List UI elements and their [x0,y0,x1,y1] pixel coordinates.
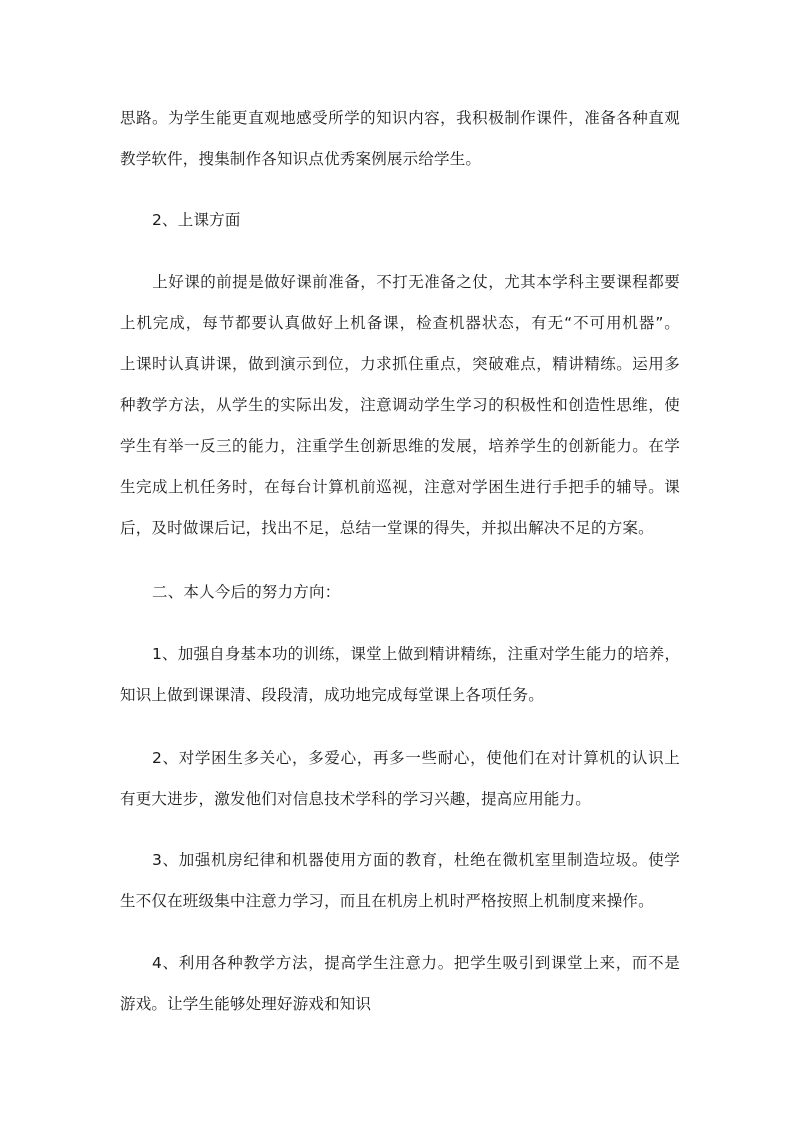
text-line: 后，及时做课后记，找出不足，总结一堂课的得失，并拟出解决不足的方案。 [120,519,654,537]
paragraph-item-1 [120,634,680,716]
text-line: 上机完成，每节都要认真做好上机备课，检查机器状态，有无“不可用机器”。 [120,314,680,332]
text-line: 游戏。让学生能够处理好游戏和知识 [120,995,372,1013]
paragraph-item-3 [120,840,680,922]
text-line: 生不仅在班级集中注意力学习，而且在机房上机时严格按照上机制度来操作。 [120,892,654,910]
heading-text: 2、上课方面 [152,211,241,229]
paragraph-teaching-prep-continued [120,98,680,180]
heading-text: 二、本人今后的努力方向： [152,583,341,601]
text-line: 知识上做到课课清、段段清，成功地完成每堂课上各项任务。 [120,686,544,704]
text-line: 3、加强机房纪律和机器使用方面的教育，杜绝在微机室里制造垃圾。使学 [152,851,680,869]
text-line: 有更大进步，激发他们对信息技术学科的学习兴趣，提高应用能力。 [120,790,592,808]
text-line: 上课时认真讲课，做到演示到位，力求抓住重点，突破难点，精讲精练。运用多 [120,355,680,373]
section-heading-class-aspect [120,200,680,241]
text-line: 学生有举一反三的能力，注重学生创新思维的发展，培养学生的创新能力。在学 [120,437,680,455]
text-line: 教学软件，搜集制作各知识点优秀案例展示给学生。 [120,150,482,168]
text-line: 4、利用各种教学方法，提高学生注意力。把学生吸引到课堂上来，而不是 [152,954,680,972]
text-line: 种教学方法，从学生的实际出发，注意调动学生学习的积极性和创造性思维，使 [120,396,680,414]
section-heading-future-direction [120,572,680,613]
text-line: 1、加强自身基本功的训练，课堂上做到精讲精练，注重对学生能力的培养， [152,645,681,663]
text-line: 生完成上机任务时，在每台计算机前巡视，注意对学困生进行手把手的辅导。课 [120,478,680,496]
paragraph-item-4 [120,943,680,1025]
paragraph-class-prep [120,262,680,549]
text-line: 思路。为学生能更直观地感受所学的知识内容，我积极制作课件，准备各种直观 [120,109,680,127]
paragraph-item-2 [120,738,680,820]
text-line: 上好课的前提是做好课前准备，不打无准备之仗，尤其本学科主要课程都要 [152,273,680,291]
text-line: 2、对学困生多关心，多爱心，再多一些耐心，使他们在对计算机的认识上 [152,749,680,767]
